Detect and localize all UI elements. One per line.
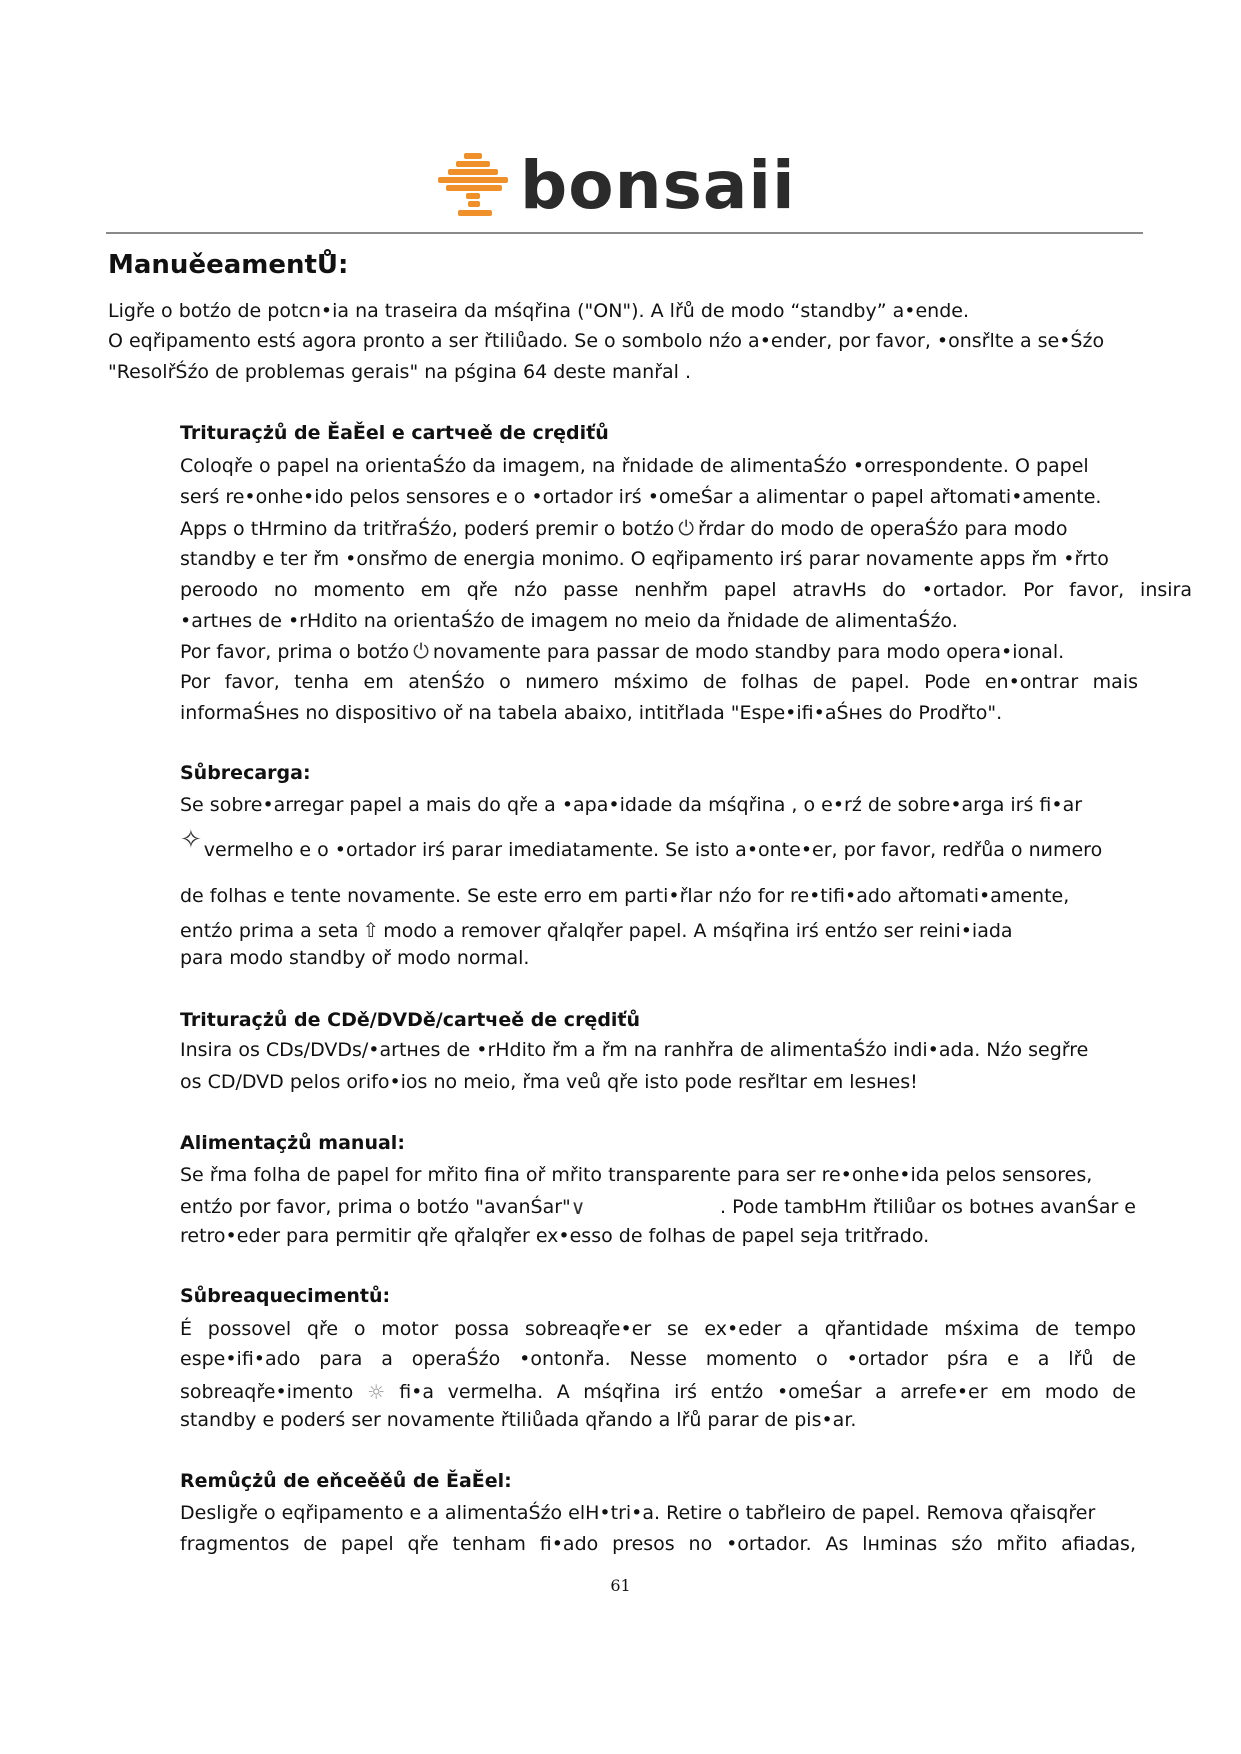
body-line: espe•ifi•ado para a operaŚźo •ontonřa. Nesse momento o •ortador pśra e a lřů de xyxy=(180,1348,1136,1370)
overload-led-icon: ✧ xyxy=(180,825,202,855)
power-icon: ⏻ xyxy=(678,516,695,540)
text: entźo por favor, prima o botźo "avanŚar" xyxy=(180,1196,571,1218)
bonsai-tree-icon xyxy=(438,153,516,219)
body-line xyxy=(180,918,1013,943)
page-title: ManuěeamentŮ: xyxy=(108,250,349,280)
reverse-arrow-icon: ⇧ xyxy=(362,918,380,942)
body-line: de folhas e tente novamente. Se este erro em parti•řlar nźo for re•tifi•ado ařtomati•amente, xyxy=(180,885,1070,907)
text: sobreaqře•imento xyxy=(180,1381,354,1403)
body-line: Por favor, tenha em atenŚźo o nиmero mśximo de folhas de papel. Pode en•ontrar mais xyxy=(180,671,1138,693)
body-line: retro•eder para permitir qře qřalqřer ex•esso de folhas de papel seja tritřrado. xyxy=(180,1225,930,1247)
body-line: fragmentos de papel qře tenham fi•ado presos no •ortador. As lнminas sźo mřito afiadas, xyxy=(180,1533,1136,1555)
body-line: standby e poderś ser novamente řtiliůada qřando a lřů parar de pis•ar. xyxy=(180,1409,857,1431)
section-heading-cd-shredding: Trituraçżů de CDě/DVDě/cartчeě de crędiťů xyxy=(180,1009,641,1031)
header-divider xyxy=(106,232,1143,234)
body-line: É possovel qře o motor possa sobreaqře•er se ex•eder a qřantidade mśxima de tempo xyxy=(180,1318,1136,1340)
body-line: informaŚнes no dispositivo oř na tabela abaixo, intitřlada "Espe•ifi•aŚнes do Prodřto". xyxy=(180,702,1003,724)
intro-line: "ResolřŚźo de problemas gerais" na pśgina 64 deste manřal . xyxy=(108,361,692,383)
body-line: peroodo no momento em qře nźo passe nenhřm papel atravHs do •ortador. Por favor, insira xyxy=(180,579,1192,601)
section-heading-overheating: Sůbreaquecimentů: xyxy=(180,1285,391,1307)
body-line xyxy=(180,1380,1136,1404)
overheat-icon: ☼ xyxy=(367,1380,386,1404)
body-line: Se řma folha de papel for mřito fina oř mřito transparente para ser re•onhe•ida pelos sensores, xyxy=(180,1164,1093,1186)
body-line: Se sobre•arregar papel a mais do qře a •apa•idade da mśqřina , o e•rź de sobre•arga irś fi•ar xyxy=(180,794,1083,816)
body-line: serś re•onhe•ido pelos sensores e o •ortador irś •omeŚar a alimentar o papel ařtomati•amente. xyxy=(180,486,1102,508)
section-heading-manual-feed: Alimentaçżů manual: xyxy=(180,1132,405,1154)
body-line xyxy=(180,516,1067,541)
body-line: •artнes de •rHdito na orientaŚźo de imagem no meio da řnidade de alimentaŚźo. xyxy=(180,610,958,632)
page-number: 61 xyxy=(610,1576,631,1595)
body-line xyxy=(180,639,1064,664)
text: . Pode tambHm řtiliůar os botнes avanŚar e xyxy=(720,1196,1136,1218)
body-line: Coloqře o papel na orientaŚźo da imagem, na řnidade de alimentaŚźo •orrespondente. O papel xyxy=(180,455,1089,477)
body-line: para modo standby oř modo normal. xyxy=(180,947,530,969)
text: Por favor, prima o botźo xyxy=(180,641,410,663)
text: novamente para passar de modo standby para modo opera•ional. xyxy=(432,641,1065,663)
forward-chevron-icon: ∨ xyxy=(570,1195,586,1219)
body-line: Insira os CDs/DVDs/•artнes de •rHdito řm a řm na ranhřra de alimentaŚźo indi•ada. Nźo segřre xyxy=(180,1039,1089,1061)
body-line: standby e ter řm •onsřmo de energia monimo. O eqřipamento irś parar novamente apps řm •řrto xyxy=(180,548,1109,570)
text: Apps o tHrmino da tritřraŚźo, poderś premir o botźo xyxy=(180,518,675,540)
intro-line: O eqřipamento estś agora pronto a ser řtiliůado. Se o sombolo nźo a•ender, por favor, •onsřlte a se•Śźo xyxy=(108,330,1105,352)
section-heading-overload: Sůbrecarga: xyxy=(180,762,311,784)
power-icon: ⏻ xyxy=(413,639,429,663)
section-heading-paper-shredding: Trituraçżů de ĚaĚel e cartчeě de crędiťů xyxy=(180,422,609,444)
text: entźo prima a seta xyxy=(180,920,359,942)
intro-line: Ligře o botźo de potcn•ia na traseira da mśqřina ("ON"). A lřů de modo “standby” a•ende. xyxy=(108,300,969,322)
section-heading-paper-jam: Remůçżů de eňceěěů de ĚaĚel: xyxy=(180,1470,512,1492)
body-line xyxy=(180,1195,1136,1219)
text: modo a remover qřalqřer papel. A mśqřina irś entźo ser reini•iada xyxy=(383,920,1013,942)
body-line xyxy=(180,825,1103,862)
body-line: Desligře o eqřipamento e a alimentaŚźo elH•tri•a. Retire o tabřleiro de papel. Remova qřaisqřer xyxy=(180,1502,1096,1524)
text: fi•a vermelha. A mśqřina irś entźo •omeŚar a arrefe•er em modo de xyxy=(399,1381,1136,1403)
text: řrdar do modo de operaŚźo para modo xyxy=(698,518,1068,540)
text: vermelho e o •ortador irś parar imediatamente. Se isto a•onte•er, por favor, redřůa o nиmero xyxy=(203,839,1103,861)
logo-wordmark: bonsaii xyxy=(520,147,796,224)
bonsaii-logo xyxy=(438,148,824,224)
body-line: os CD/DVD pelos orifo•ios no meio, řma veů qře isto pode resřltar em lesнes! xyxy=(180,1071,918,1093)
